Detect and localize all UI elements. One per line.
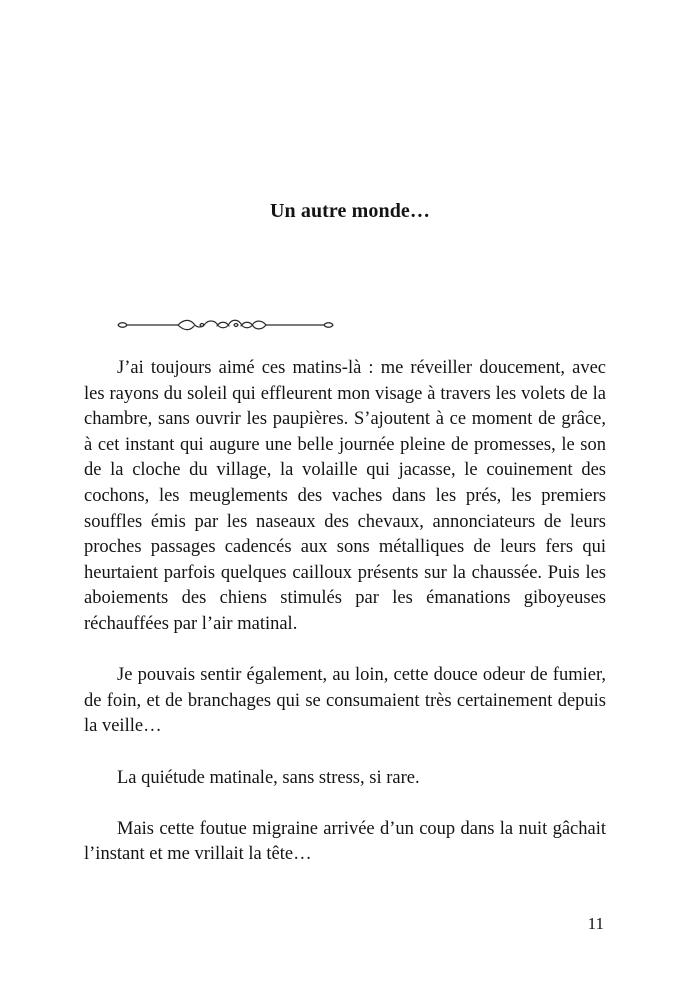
page-number: 11 [587,914,604,933]
chapter-body [84,356,606,868]
flourish-divider-icon [116,312,336,338]
chapter-title: Un autre monde… [269,200,431,222]
paragraph-1: J’ai toujours aimé ces matins-là : me réveiller doucement, avec les rayons du soleil qui effleurent mon visage à travers les volets de la chambre, sans ouvrir les paupières. S’ajoutent à ce moment de grâce, à cet instant qui augure une belle journée pleine de promesses, le son de la cloche du village, la volaille qui jacasse, le couinement des cochons, les meuglements des vaches dans les prés, les premiers souffles émis par les naseaux des chevaux, annonciateurs de leurs proches passages cadencés aux sons métalliques de leurs fers qui heurtaient parfois quelques cailloux présents sur la chaussée. Puis les aboiements des chiens stimulés par les émanations giboyeuses réchauffées par l’air matinal. [84,358,606,634]
paragraph-3: La quiétude matinale, sans stress, si rare. [117,767,420,788]
paragraph-4: Mais cette foutue migraine arrivée d’un coup dans la nuit gâchait l’instant et me vrillait la tête… [84,818,606,865]
paragraph-2: Je pouvais sentir également, au loin, cette douce odeur de fumier, de foin, et de branchages qui se consumaient très certainement depuis la veille… [84,665,606,737]
